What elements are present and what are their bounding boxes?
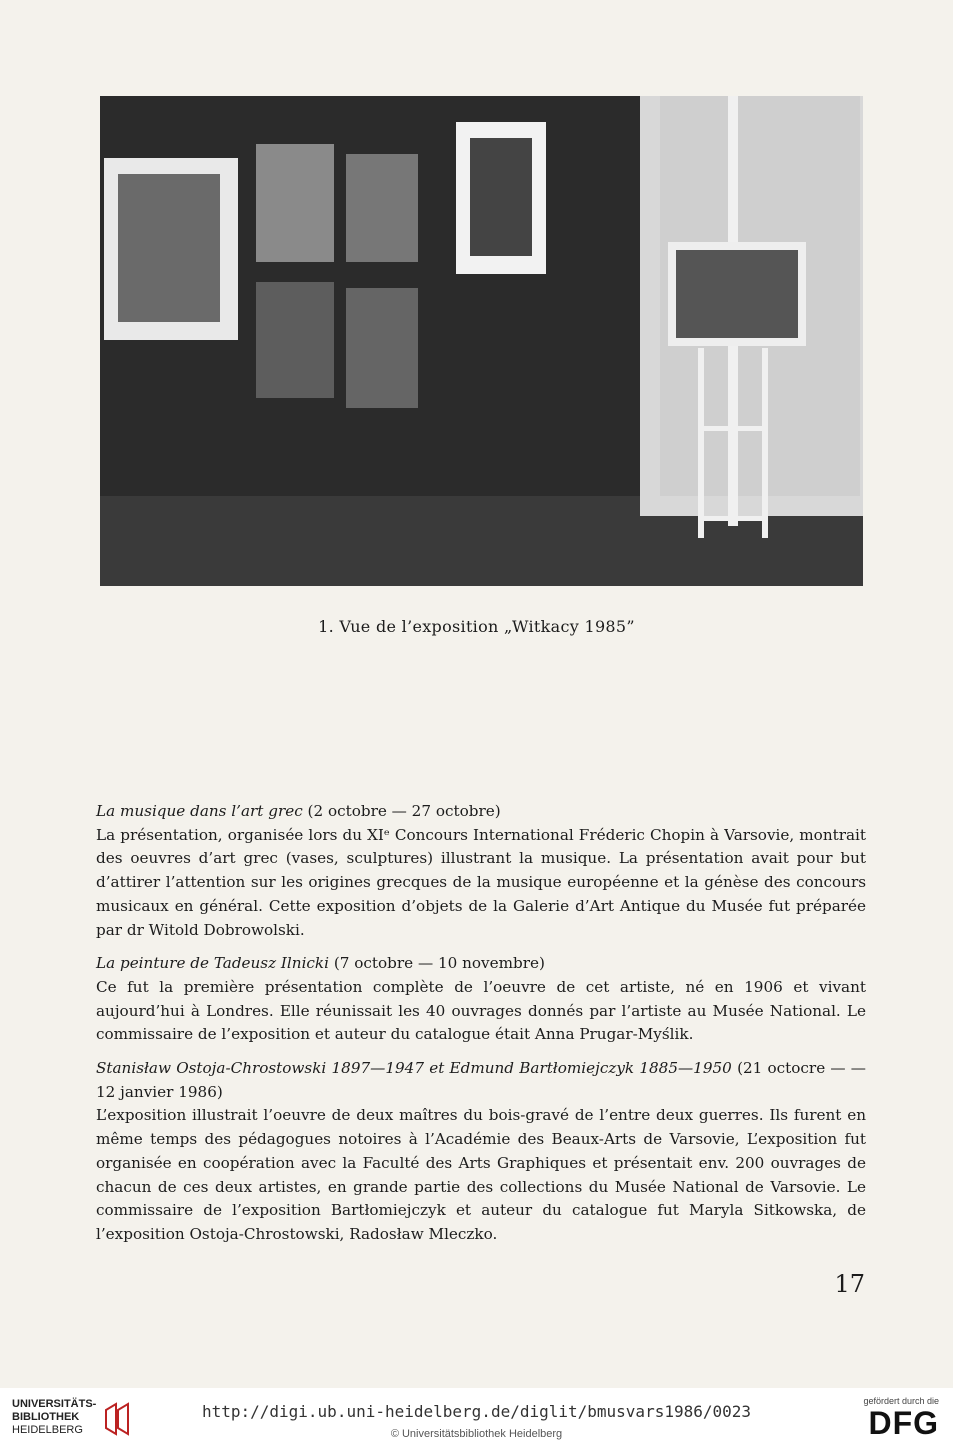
source-url-link[interactable]: http://digi.ub.uni-heidelberg.de/diglit/bmusvars1986/0023: [201, 1402, 752, 1421]
copyright-note: © Universitätsbibliothek Heidelberg: [390, 1428, 563, 1440]
library-name-line3: HEIDELBERG: [12, 1424, 83, 1436]
section-body: La présentation, organisée lors du XIᵉ Concours International Fréderic Chopin à Varsovie, montrait des oeuvres d’art grec (vases, sculptures) illustrant la musique. La présentation avait pour but d’attirer l’attention sur les origines grecques de la musique européenne et la génèse des concours musicaux en général. Cette exposition d’objets de la Galerie d’Art Antique du Musée fut préparée par dr Witold Dobrowolski.: [96, 825, 866, 939]
section-3: [96, 1057, 866, 1247]
article-text: [96, 800, 866, 1257]
funder-name: DFG: [868, 1405, 939, 1441]
section-dates: (7 octobre — 10 novembre): [333, 954, 545, 973]
section-title: La peinture de Tadeusz Ilnicki: [96, 954, 329, 973]
section-body: Ce fut la première présentation complète de l’oeuvre de cet artiste, né en 1906 et vivant aujourd’hui à Londres. Elle réunissait les 40 ouvrages donnés par l’artiste au Musée National. Le commissaire de l’exposition et auteur du catalogue était Anna Prugar-Myślik.: [96, 977, 866, 1044]
section-dates: (21 octocre — — 12 janvier 1986): [96, 1059, 866, 1101]
section-title: Stanisław Ostoja-Chrostowski 1897—1947 et Edmund Bartłomiejczyk 1885—1950: [96, 1059, 732, 1078]
section-body: L’exposition illustrait l’oeuvre de deux maîtres du bois-gravé de l’entre deux guerres. Ils furent en même temps des pédagogues notoires à l’Académie des Beaux-Arts de Varsovie, L’exposition fut organisée en coopération avec la Faculté des Arts Graphiques et présentait env. 200 ouvrages de chacun de ces deux artistes, en grande partie des collections du Musée National de Varsovie. Le commissaire de l’exposition Bartłomiejczyk et auteur du catalogue fut Maryla Sitkowska, de l’exposition Ostoja-Chrostowski, Radosław Mleczko.: [96, 1106, 866, 1243]
section-title: La musique dans l’art grec: [96, 802, 303, 820]
footer-bar: [0, 1388, 953, 1456]
exhibition-photo-drawing: [100, 96, 863, 586]
exhibition-photo: [100, 96, 863, 586]
photo-caption: 1. Vue de l’exposition „Witkacy 1985”: [318, 617, 635, 636]
library-name-line1: UNIVERSITÄTS-: [12, 1398, 97, 1410]
funder-note: gefördert durch die: [863, 1396, 939, 1406]
section-dates: (2 octobre — 27 octobre): [307, 802, 501, 820]
section-1: [96, 800, 866, 942]
page-number: 17: [834, 1270, 865, 1298]
section-2: [96, 952, 866, 1047]
library-name-line2: BIBLIOTHEK: [12, 1411, 80, 1423]
funder-logo: [863, 1396, 939, 1440]
